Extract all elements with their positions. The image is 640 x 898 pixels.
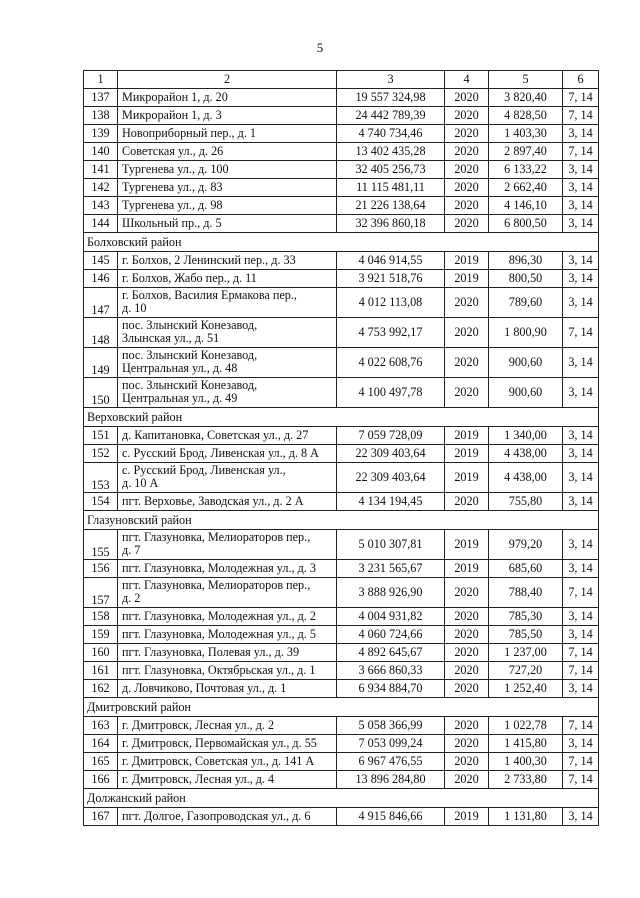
area-cell: 1 400,30	[489, 753, 563, 771]
year-cell: 2020	[445, 197, 489, 215]
year-cell: 2020	[445, 644, 489, 662]
year-cell: 2020	[445, 753, 489, 771]
table-row	[84, 530, 599, 560]
codes-cell: 3, 14	[563, 125, 599, 143]
row-number: 163	[84, 717, 118, 735]
codes-cell: 7, 14	[563, 644, 599, 662]
district-name: Глазуновский район	[84, 511, 599, 530]
area-cell: 1 403,30	[489, 125, 563, 143]
year-cell: 2019	[445, 445, 489, 463]
address-cell	[118, 318, 337, 348]
table-row	[84, 179, 599, 197]
row-number: 158	[84, 608, 118, 626]
codes-cell: 3, 14	[563, 808, 599, 826]
year-cell: 2020	[445, 348, 489, 378]
table-row	[84, 753, 599, 771]
row-number: 154	[84, 493, 118, 511]
address-cell: г. Дмитровск, Лесная ул., д. 4	[118, 771, 337, 789]
column-number-cell: 5	[489, 71, 563, 89]
table-row	[84, 626, 599, 644]
codes-cell: 3, 14	[563, 626, 599, 644]
district-section-row	[84, 698, 599, 717]
address-line-1: пгт. Глазуновка, Мелиораторов пер.,	[122, 578, 311, 592]
area-cell: 2 733,80	[489, 771, 563, 789]
year-cell: 2020	[445, 771, 489, 789]
year-cell: 2019	[445, 252, 489, 270]
row-number: 166	[84, 771, 118, 789]
address-cell: Школьный пр., д. 5	[118, 215, 337, 233]
row-number: 140	[84, 143, 118, 161]
cost-cell: 13 402 435,28	[337, 143, 445, 161]
area-cell: 788,40	[489, 578, 563, 608]
table-row	[84, 348, 599, 378]
year-cell: 2020	[445, 378, 489, 408]
cost-cell: 3 666 860,33	[337, 662, 445, 680]
area-cell: 4 438,00	[489, 463, 563, 493]
address-line-1: пгт. Глазуновка, Мелиораторов пер.,	[122, 530, 311, 544]
address-line-1: пос. Злынский Конезавод,	[122, 378, 258, 392]
cost-cell: 13 896 284,80	[337, 771, 445, 789]
table-row	[84, 215, 599, 233]
area-cell: 900,60	[489, 348, 563, 378]
district-name: Дмитровский район	[84, 698, 599, 717]
cost-cell: 22 309 403,64	[337, 445, 445, 463]
address-cell: пгт. Глазуновка, Октябрьская ул., д. 1	[118, 662, 337, 680]
cost-cell: 22 309 403,64	[337, 463, 445, 493]
cost-cell: 21 226 138,64	[337, 197, 445, 215]
codes-cell: 3, 14	[563, 161, 599, 179]
address-cell	[118, 578, 337, 608]
address-line-1: пос. Злынский Конезавод,	[122, 348, 258, 362]
codes-cell: 3, 14	[563, 378, 599, 408]
codes-cell: 7, 14	[563, 753, 599, 771]
area-cell: 2 897,40	[489, 143, 563, 161]
row-number: 138	[84, 107, 118, 125]
row-number: 167	[84, 808, 118, 826]
year-cell: 2020	[445, 161, 489, 179]
cost-cell: 3 921 518,76	[337, 270, 445, 288]
table-row	[84, 644, 599, 662]
table-row	[84, 161, 599, 179]
table-row	[84, 463, 599, 493]
address-line-1: с. Русский Брод, Ливенская ул.,	[122, 463, 286, 477]
district-section-row	[84, 789, 599, 808]
codes-cell: 3, 14	[563, 530, 599, 560]
codes-cell: 3, 14	[563, 215, 599, 233]
cost-cell: 3 231 565,67	[337, 560, 445, 578]
table-row	[84, 197, 599, 215]
address-cell: г. Дмитровск, Советская ул., д. 141 А	[118, 753, 337, 771]
address-cell: г. Дмитровск, Первомайская ул., д. 55	[118, 735, 337, 753]
table-row	[84, 493, 599, 511]
codes-cell: 3, 14	[563, 445, 599, 463]
district-section-row	[84, 233, 599, 252]
row-number: 161	[84, 662, 118, 680]
district-name: Болховский район	[84, 233, 599, 252]
table-row	[84, 143, 599, 161]
row-number: 146	[84, 270, 118, 288]
area-cell: 1 340,00	[489, 427, 563, 445]
address-line-2: д. 2	[122, 591, 141, 605]
area-cell: 785,50	[489, 626, 563, 644]
year-cell: 2020	[445, 179, 489, 197]
column-number-header-row	[84, 71, 599, 89]
row-number: 159	[84, 626, 118, 644]
codes-cell: 3, 14	[563, 493, 599, 511]
district-name: Должанский район	[84, 789, 599, 808]
cost-cell: 4 060 724,66	[337, 626, 445, 644]
address-cell: Советская ул., д. 26	[118, 143, 337, 161]
year-cell: 2019	[445, 530, 489, 560]
table-row	[84, 608, 599, 626]
page-number: 5	[316, 40, 324, 55]
address-cell	[118, 378, 337, 408]
cost-cell: 4 892 645,67	[337, 644, 445, 662]
row-number: 165	[84, 753, 118, 771]
area-cell: 785,30	[489, 608, 563, 626]
table-row	[84, 107, 599, 125]
cost-cell: 6 967 476,55	[337, 753, 445, 771]
address-cell: пгт. Глазуновка, Молодежная ул., д. 3	[118, 560, 337, 578]
area-cell: 1 252,40	[489, 680, 563, 698]
area-cell: 1 415,80	[489, 735, 563, 753]
address-line-1: пос. Злынский Конезавод,	[122, 318, 258, 332]
cost-cell: 4 740 734,46	[337, 125, 445, 143]
address-line-2: Злынская ул., д. 51	[122, 331, 220, 345]
codes-cell: 3, 14	[563, 270, 599, 288]
cost-cell: 4 134 194,45	[337, 493, 445, 511]
housing-register-table	[83, 70, 599, 826]
row-number: 156	[84, 560, 118, 578]
row-number: 141	[84, 161, 118, 179]
row-number: 150	[84, 378, 118, 408]
cost-cell: 4 046 914,55	[337, 252, 445, 270]
address-cell: пгт. Долгое, Газопроводская ул., д. 6	[118, 808, 337, 826]
year-cell: 2020	[445, 89, 489, 107]
cost-cell: 5 058 366,99	[337, 717, 445, 735]
table-row	[84, 445, 599, 463]
codes-cell: 3, 14	[563, 735, 599, 753]
address-cell	[118, 463, 337, 493]
codes-cell: 7, 14	[563, 771, 599, 789]
cost-cell: 4 915 846,66	[337, 808, 445, 826]
cost-cell: 6 934 884,70	[337, 680, 445, 698]
address-line-2: д. 10 А	[122, 476, 159, 490]
cost-cell: 32 405 256,73	[337, 161, 445, 179]
cost-cell: 4 022 608,76	[337, 348, 445, 378]
year-cell: 2020	[445, 107, 489, 125]
area-cell: 789,60	[489, 288, 563, 318]
table-row	[84, 125, 599, 143]
row-number: 160	[84, 644, 118, 662]
codes-cell: 7, 14	[563, 107, 599, 125]
year-cell: 2020	[445, 717, 489, 735]
row-number: 155	[84, 530, 118, 560]
codes-cell: 7, 14	[563, 318, 599, 348]
address-cell: Микрорайон 1, д. 20	[118, 89, 337, 107]
codes-cell: 7, 14	[563, 143, 599, 161]
area-cell: 755,80	[489, 493, 563, 511]
year-cell: 2019	[445, 808, 489, 826]
address-cell: пгт. Глазуновка, Молодежная ул., д. 5	[118, 626, 337, 644]
table-row	[84, 560, 599, 578]
area-cell: 900,60	[489, 378, 563, 408]
table-row	[84, 662, 599, 680]
row-number: 142	[84, 179, 118, 197]
area-cell: 800,50	[489, 270, 563, 288]
address-cell: д. Капитановка, Советская ул., д. 27	[118, 427, 337, 445]
area-cell: 4 146,10	[489, 197, 563, 215]
table-row	[84, 318, 599, 348]
year-cell: 2020	[445, 680, 489, 698]
row-number: 145	[84, 252, 118, 270]
codes-cell: 3, 14	[563, 348, 599, 378]
table-row	[84, 427, 599, 445]
codes-cell: 3, 14	[563, 252, 599, 270]
cost-cell: 5 010 307,81	[337, 530, 445, 560]
area-cell: 979,20	[489, 530, 563, 560]
area-cell: 2 662,40	[489, 179, 563, 197]
cost-cell: 4 004 931,82	[337, 608, 445, 626]
area-cell: 1 800,90	[489, 318, 563, 348]
address-cell: с. Русский Брод, Ливенская ул., д. 8 А	[118, 445, 337, 463]
row-number: 149	[84, 348, 118, 378]
row-number: 137	[84, 89, 118, 107]
area-cell: 896,30	[489, 252, 563, 270]
address-cell: пгт. Верховье, Заводская ул., д. 2 А	[118, 493, 337, 511]
table-row	[84, 735, 599, 753]
address-cell: Тургенева ул., д. 83	[118, 179, 337, 197]
address-cell: г. Болхов, 2 Ленинский пер., д. 33	[118, 252, 337, 270]
column-number-cell: 1	[84, 71, 118, 89]
address-cell	[118, 288, 337, 318]
year-cell: 2020	[445, 735, 489, 753]
address-cell: г. Дмитровск, Лесная ул., д. 2	[118, 717, 337, 735]
table-row	[84, 288, 599, 318]
address-line-2: д. 10	[122, 301, 147, 315]
year-cell: 2020	[445, 215, 489, 233]
codes-cell: 3, 14	[563, 680, 599, 698]
codes-cell: 3, 14	[563, 427, 599, 445]
address-cell: Новоприборный пер., д. 1	[118, 125, 337, 143]
year-cell: 2020	[445, 608, 489, 626]
year-cell: 2020	[445, 318, 489, 348]
row-number: 147	[84, 288, 118, 318]
row-number: 164	[84, 735, 118, 753]
year-cell: 2020	[445, 288, 489, 318]
address-cell: Микрорайон 1, д. 3	[118, 107, 337, 125]
area-cell: 3 820,40	[489, 89, 563, 107]
row-number: 139	[84, 125, 118, 143]
area-cell: 6 800,50	[489, 215, 563, 233]
address-cell: д. Ловчиково, Почтовая ул., д. 1	[118, 680, 337, 698]
table-row	[84, 808, 599, 826]
address-cell	[118, 348, 337, 378]
district-section-row	[84, 511, 599, 530]
area-cell: 6 133,22	[489, 161, 563, 179]
cost-cell: 4 753 992,17	[337, 318, 445, 348]
table-body	[84, 71, 599, 826]
row-number: 152	[84, 445, 118, 463]
district-name: Верховский район	[84, 408, 599, 427]
address-cell: Тургенева ул., д. 98	[118, 197, 337, 215]
year-cell: 2019	[445, 560, 489, 578]
address-line-2: Центральная ул., д. 49	[122, 391, 238, 405]
row-number: 143	[84, 197, 118, 215]
table-row	[84, 270, 599, 288]
area-cell: 1 237,00	[489, 644, 563, 662]
cost-cell: 32 396 860,18	[337, 215, 445, 233]
row-number: 151	[84, 427, 118, 445]
codes-cell: 3, 14	[563, 179, 599, 197]
codes-cell: 3, 14	[563, 608, 599, 626]
codes-cell: 7, 14	[563, 89, 599, 107]
table-row	[84, 771, 599, 789]
area-cell: 1 022,78	[489, 717, 563, 735]
year-cell: 2019	[445, 270, 489, 288]
table-row	[84, 89, 599, 107]
codes-cell: 3, 14	[563, 560, 599, 578]
year-cell: 2020	[445, 125, 489, 143]
table-row	[84, 252, 599, 270]
cost-cell: 24 442 789,39	[337, 107, 445, 125]
cost-cell: 11 115 481,11	[337, 179, 445, 197]
codes-cell: 7, 14	[563, 578, 599, 608]
column-number-cell: 4	[445, 71, 489, 89]
cost-cell: 4 012 113,08	[337, 288, 445, 318]
codes-cell: 3, 14	[563, 197, 599, 215]
column-number-cell: 3	[337, 71, 445, 89]
cost-cell: 19 557 324,98	[337, 89, 445, 107]
codes-cell: 7, 14	[563, 662, 599, 680]
year-cell: 2020	[445, 626, 489, 644]
year-cell: 2019	[445, 463, 489, 493]
address-cell: пгт. Глазуновка, Полевая ул., д. 39	[118, 644, 337, 662]
area-cell: 4 828,50	[489, 107, 563, 125]
address-line-1: г. Болхов, Василия Ермакова пер.,	[122, 288, 297, 302]
column-number-cell: 2	[118, 71, 337, 89]
codes-cell: 3, 14	[563, 463, 599, 493]
row-number: 162	[84, 680, 118, 698]
row-number: 144	[84, 215, 118, 233]
address-line-2: Центральная ул., д. 48	[122, 361, 238, 375]
row-number: 153	[84, 463, 118, 493]
address-cell: пгт. Глазуновка, Молодежная ул., д. 2	[118, 608, 337, 626]
year-cell: 2020	[445, 662, 489, 680]
address-cell	[118, 530, 337, 560]
area-cell: 685,60	[489, 560, 563, 578]
area-cell: 4 438,00	[489, 445, 563, 463]
cost-cell: 7 059 728,09	[337, 427, 445, 445]
year-cell: 2019	[445, 427, 489, 445]
district-section-row	[84, 408, 599, 427]
address-cell: г. Болхов, Жабо пер., д. 11	[118, 270, 337, 288]
cost-cell: 7 053 099,24	[337, 735, 445, 753]
year-cell: 2020	[445, 493, 489, 511]
year-cell: 2020	[445, 578, 489, 608]
address-cell: Тургенева ул., д. 100	[118, 161, 337, 179]
codes-cell: 3, 14	[563, 288, 599, 318]
area-cell: 727,20	[489, 662, 563, 680]
year-cell: 2020	[445, 143, 489, 161]
table-row	[84, 680, 599, 698]
row-number: 157	[84, 578, 118, 608]
area-cell: 1 131,80	[489, 808, 563, 826]
row-number: 148	[84, 318, 118, 348]
cost-cell: 4 100 497,78	[337, 378, 445, 408]
address-line-2: д. 7	[122, 543, 141, 557]
table-row	[84, 378, 599, 408]
table-row	[84, 717, 599, 735]
column-number-cell: 6	[563, 71, 599, 89]
cost-cell: 3 888 926,90	[337, 578, 445, 608]
codes-cell: 7, 14	[563, 717, 599, 735]
table-row	[84, 578, 599, 608]
